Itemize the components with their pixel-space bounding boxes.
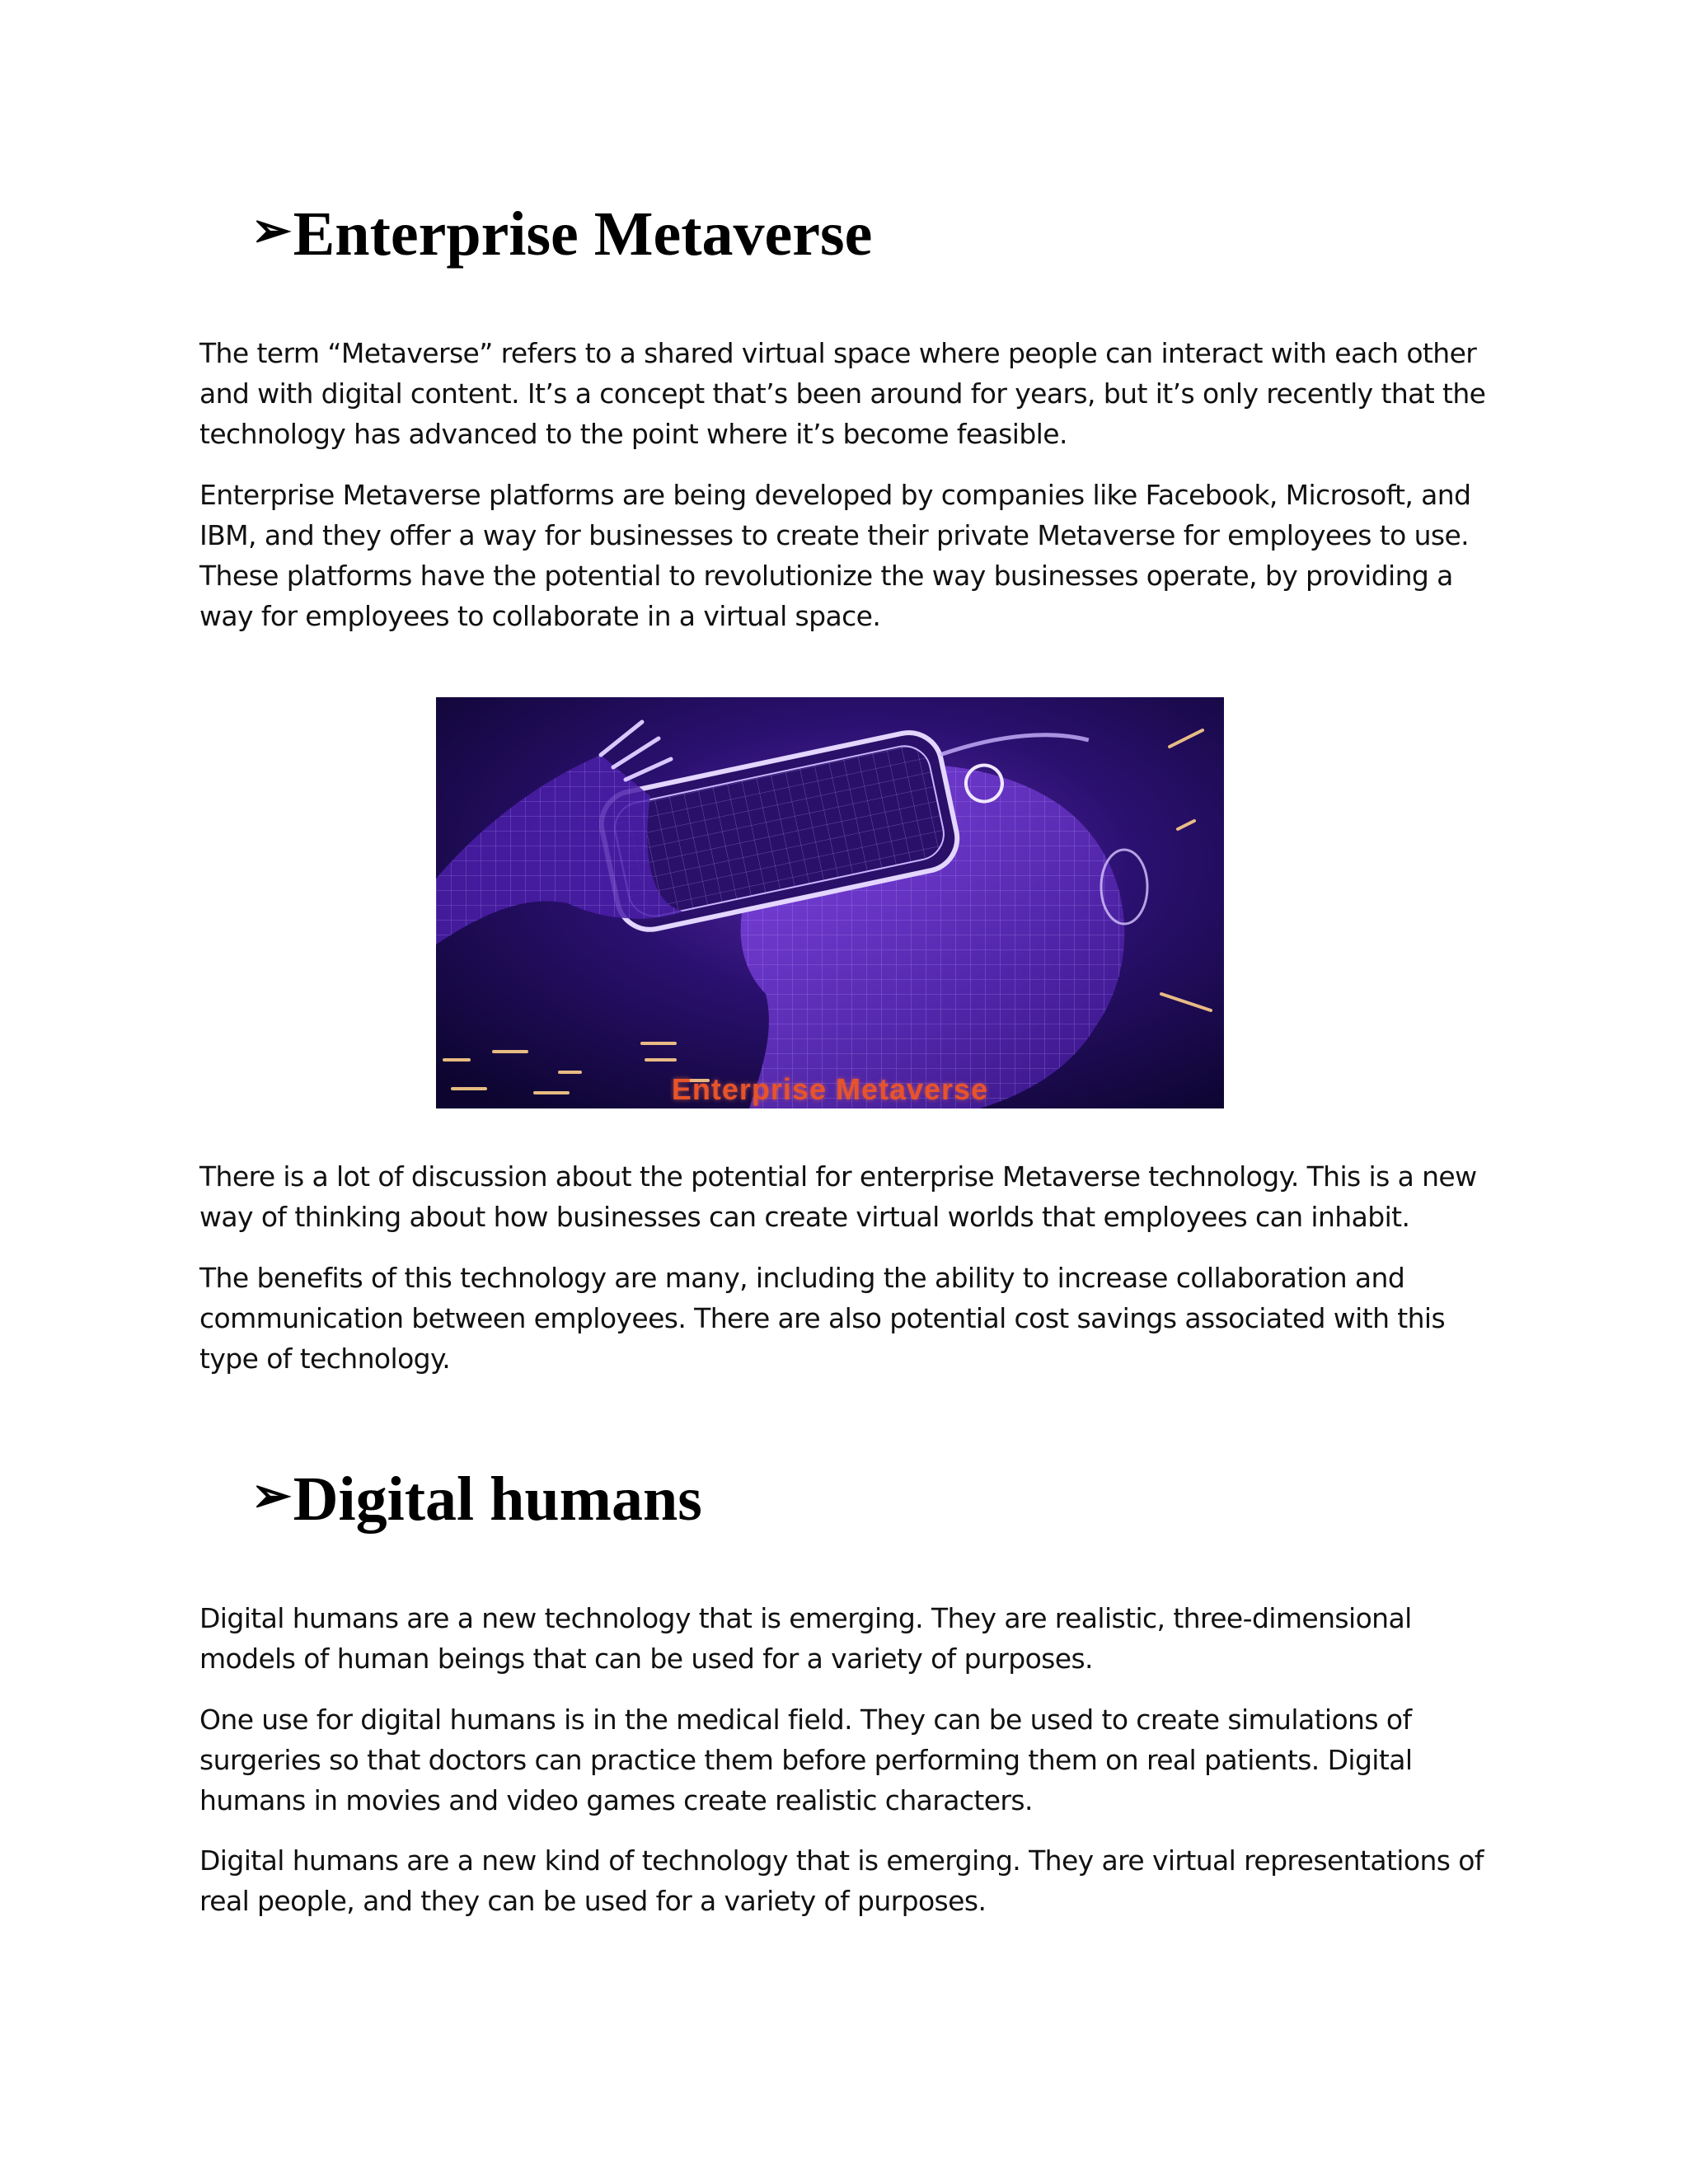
paragraph: One use for digital humans is in the medical field. They can be used to create simulations of surgeries so that doctors can practice them before performing them on real patients. Digital humans in movies and video games create realistic characters. [199, 1704, 1413, 1816]
section-heading-digital-humans [251, 1465, 702, 1534]
paragraph: The term “Metaverse” refers to a shared virtual space where people can interact with each other and with digital content. It’s a concept that’s been around for years, but it’s only recently that the technology has advanced to the point where it’s become feasible. [199, 337, 1486, 450]
heading-text: Enterprise Metaverse [293, 199, 873, 269]
image-caption: Enterprise Metaverse [671, 1072, 989, 1106]
heading-text: Digital humans [293, 1465, 702, 1534]
vr-headset-wireframe-illustration-icon [436, 697, 1224, 1108]
paragraph: The benefits of this technology are many, including the ability to increase collaboration and communication between employees. There are also potential cost savings associated with this type of technology. [199, 1262, 1446, 1375]
enterprise-metaverse-image [436, 697, 1224, 1108]
paragraph: Enterprise Metaverse platforms are being developed by companies like Facebook, Microsoft, and IBM, and they offer a way for businesses to create their private Metaverse for employees to use. These platforms have the potential to revolutionize the way businesses operate, by providing a way for employees to collaborate in a virtual space. [199, 479, 1471, 632]
paragraph: Digital humans are a new technology that is emerging. They are realistic, three-dimensional models of human beings that can be used for a variety of purposes. [199, 1602, 1412, 1675]
arrow-bullet-icon: ➢ [251, 1469, 292, 1522]
arrow-bullet-icon: ➢ [251, 204, 292, 257]
paragraph: There is a lot of discussion about the potential for enterprise Metaverse technology. This is a new way of thinking about how businesses can create virtual worlds that employees can inhabit. [199, 1160, 1477, 1233]
section-heading-enterprise-metaverse [251, 199, 873, 269]
paragraph: Digital humans are a new kind of technology that is emerging. They are virtual representations of real people, and they can be used for a variety of purposes. [199, 1844, 1484, 1917]
